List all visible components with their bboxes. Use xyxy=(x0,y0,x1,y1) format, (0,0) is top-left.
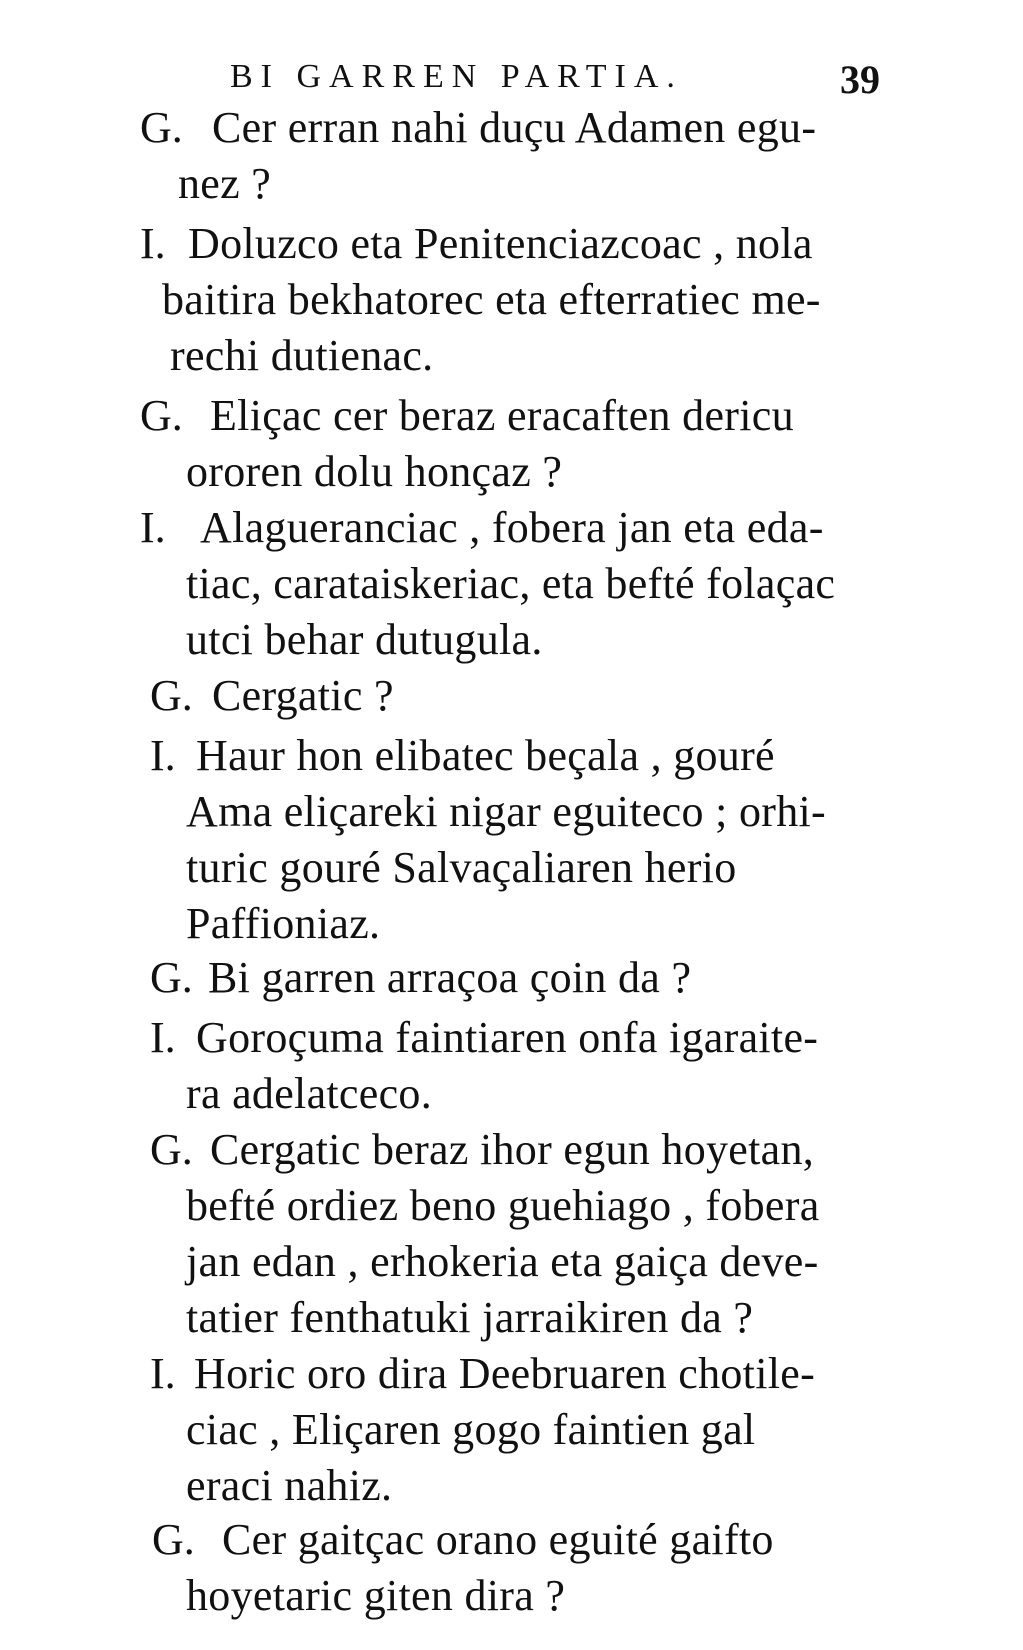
speaker-label: G. xyxy=(150,671,193,720)
text-line: Cergatic beraz ihor egun hoyetan, xyxy=(210,1125,815,1174)
text-line: Alagueranciac , fobera jan eta eda- xyxy=(200,503,824,552)
text-line: befté ordiez beno guehiago , fobera xyxy=(186,1181,820,1230)
text-line: Cergatic ? xyxy=(212,671,394,720)
speaker-label: I. xyxy=(150,1013,176,1062)
text-line: nez ? xyxy=(178,159,272,208)
speaker-label: G. xyxy=(140,103,183,152)
text-line: ciac , Eliçaren gogo faintien gal xyxy=(186,1405,756,1454)
text-line: Eliçac cer beraz eracaften dericu xyxy=(210,391,794,440)
text-line: ororen dolu honçaz ? xyxy=(186,447,563,496)
text-line: Goroçuma faintiaren onfa igaraite- xyxy=(196,1013,819,1062)
text-line: utci behar dutugula. xyxy=(186,615,543,664)
speaker-label: I. xyxy=(150,1349,176,1398)
speaker-label: I. xyxy=(140,219,166,268)
text-line: Haur hon elibatec beçala , gouré xyxy=(196,731,775,780)
text-line: Bi garren arraçoa çoin da ? xyxy=(208,953,692,1002)
text-line: hoyetaric giten dira ? xyxy=(186,1571,566,1620)
text-line: Cer gaitçac orano eguité gaifto xyxy=(222,1515,774,1564)
text-line: baitira bekhatorec eta efterratiec me- xyxy=(162,275,821,324)
speaker-label: G. xyxy=(150,1125,193,1174)
speaker-label: G. xyxy=(140,391,183,440)
text-line: Cer erran nahi duçu Adamen egu- xyxy=(212,103,817,152)
text-line: turic gouré Salvaçaliaren herio xyxy=(186,843,737,892)
speaker-label: G. xyxy=(150,953,193,1002)
text-line: Paffioniaz. xyxy=(186,899,381,948)
text-line: rechi dutienac. xyxy=(170,331,434,380)
text-line: eraci nahiz. xyxy=(186,1461,393,1510)
running-title: BI GARREN PARTIA. xyxy=(230,58,683,95)
text-line: Ama eliçareki nigar eguiteco ; orhi- xyxy=(186,787,826,836)
text-line: tatier fenthatuki jarraikiren da ? xyxy=(186,1293,754,1342)
text-line: jan edan , erhokeria eta gaiça deve- xyxy=(186,1237,819,1286)
text-line: ra adelatceco. xyxy=(186,1069,433,1118)
page-number: 39 xyxy=(840,57,880,102)
text-line: Doluzco eta Penitenciazcoac , nola xyxy=(188,219,813,268)
speaker-label: G. xyxy=(152,1515,195,1564)
text-line: Horic oro dira Deebruaren chotile- xyxy=(194,1349,816,1398)
speaker-label: I. xyxy=(150,731,176,780)
speaker-label: I. xyxy=(140,503,166,552)
text-line: tiac, carataiskeriac, eta befté folaçac xyxy=(186,559,836,608)
